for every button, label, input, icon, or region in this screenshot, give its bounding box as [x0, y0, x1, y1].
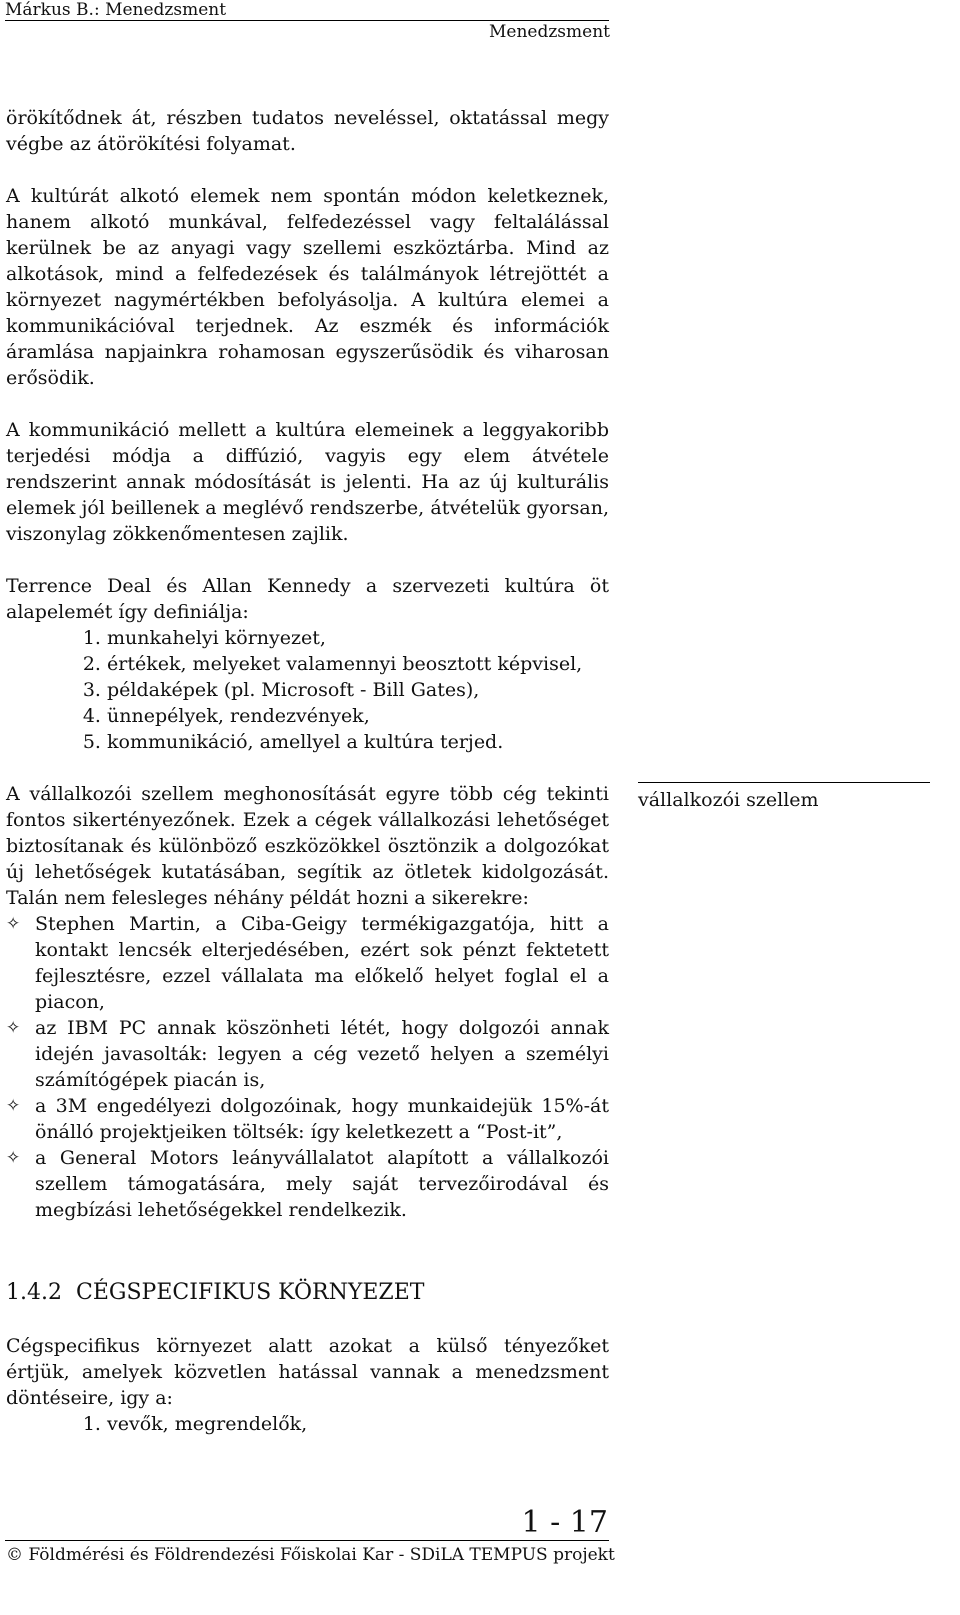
section-heading [6, 1280, 424, 1305]
margin-note: vállalkozói szellem [638, 782, 930, 811]
paragraph-2: A kultúrát alkotó elemek nem spontán módon keletkeznek, hanem alkotó munkával, felfedezéssel vagy feltalálással kerülnek be az anyagi vagy szellemi eszköztárba. Mind az alkotások, mind a felfedezések és találmányok létrejöttét a környezet nagymértékben befolyásolja. A kultúra elemei a kommunikációval terjednek. Az eszmék és információk áramlása napjainkra rohamosan egyszerűsödik és viharosan erősödik. [6, 185, 609, 389]
star-bullet-icon: ✧ [6, 1096, 21, 1116]
bullet-text: Stephen Martin, a Ciba-Geigy termékigazgatója, hitt a kontakt lencsék elterjedésében, ezért sok pénzt fektetett fejlesztésre, ezzel vállalata ma előkelő helyet foglal el a piacon, [35, 913, 609, 1013]
list-item: 1. munkahelyi környezet, [107, 625, 609, 651]
bullet-text: a 3M engedélyezi dolgozóinak, hogy munkaidejük 15%-át önálló projektjeiken töltsék: így keletkezett a “Post-it”, [35, 1095, 609, 1143]
list-item [6, 1093, 609, 1145]
paragraph-1: örökítődnek át, részben tudatos neveléssel, oktatással megy végbe az átörökítési folyamat. [6, 107, 609, 155]
footer-rule [5, 1540, 609, 1541]
page-number: 1 - 17 [521, 1505, 608, 1540]
section-title: CÉGSPECIFIKUS KÖRNYEZET [76, 1280, 425, 1305]
culture-elements-list [6, 625, 609, 755]
main-column [6, 105, 609, 1223]
list-item: 3. példaképek (pl. Microsoft - Bill Gates), [107, 677, 609, 703]
list-item: 2. értékek, melyeket valamennyi beosztott képvisel, [107, 651, 609, 677]
list-item: 5. kommunikáció, amellyel a kultúra terjed. [107, 729, 609, 755]
star-bullet-icon: ✧ [6, 1018, 21, 1038]
paragraph-4: Terrence Deal és Allan Kennedy a szervezeti kultúra öt alapelemét így definiálja: [6, 575, 609, 623]
bullet-text: a General Motors leányvállalatot alapított a vállalkozói szellem támogatására, mely saját tervezőirodával és megbízási lehetőségekkel rendelkezik. [35, 1147, 609, 1221]
paragraph-3: A kommunikáció mellett a kultúra elemeinek a leggyakoribb terjedési módja a diffúzió, vagyis egy elem átvétele rendszerint annak módosítását is jelenti. Ha az új kulturális elemek jól beillenek a meglévő rendszerbe, átvételük gyorsan, viszonylag zökkenőmentesen zajlik. [6, 419, 609, 545]
star-bullet-icon: ✧ [6, 1148, 21, 1168]
section-column [6, 1333, 609, 1437]
environment-factors-list [6, 1411, 609, 1437]
running-header-author: Márkus B.: Menedzsment [5, 0, 227, 20]
examples-list [6, 911, 609, 1223]
running-header-title: Menedzsment [488, 22, 610, 42]
section-number: 1.4.2 [6, 1280, 62, 1305]
list-item: 1. vevők, megrendelők, [107, 1411, 609, 1437]
list-item [6, 911, 609, 1015]
list-item [6, 1145, 609, 1223]
list-item: 4. ünnepélyek, rendezvények, [107, 703, 609, 729]
list-item [6, 1015, 609, 1093]
paragraph-5: A vállalkozói szellem meghonosítását egyre több cég tekinti fontos sikertényezőnek. Ezek a cégek vállalkozási lehetőséget biztosítanak és különböző eszközökkel ösztönzik a dolgozókat új lehetőségek kutatásában, segítik az ötletek kidolgozását. Talán nem felesleges néhány példát hozni a sikerekre: [6, 783, 609, 909]
footer-text: © Földmérési és Földrendezési Főiskolai Kar - SDiLA TEMPUS projekt [6, 1545, 615, 1565]
section-paragraph: Cégspecifikus környezet alatt azokat a külső tényezőket értjük, amelyek közvetlen hatással vannak a menedzsment döntéseire, igy a: [6, 1335, 609, 1409]
star-bullet-icon: ✧ [6, 914, 21, 934]
header-rule [5, 20, 609, 21]
bullet-text: az IBM PC annak köszönheti létét, hogy dolgozói annak idején javasolták: legyen a cég vezető helyen a személyi számítógépek piacán is, [35, 1017, 609, 1091]
